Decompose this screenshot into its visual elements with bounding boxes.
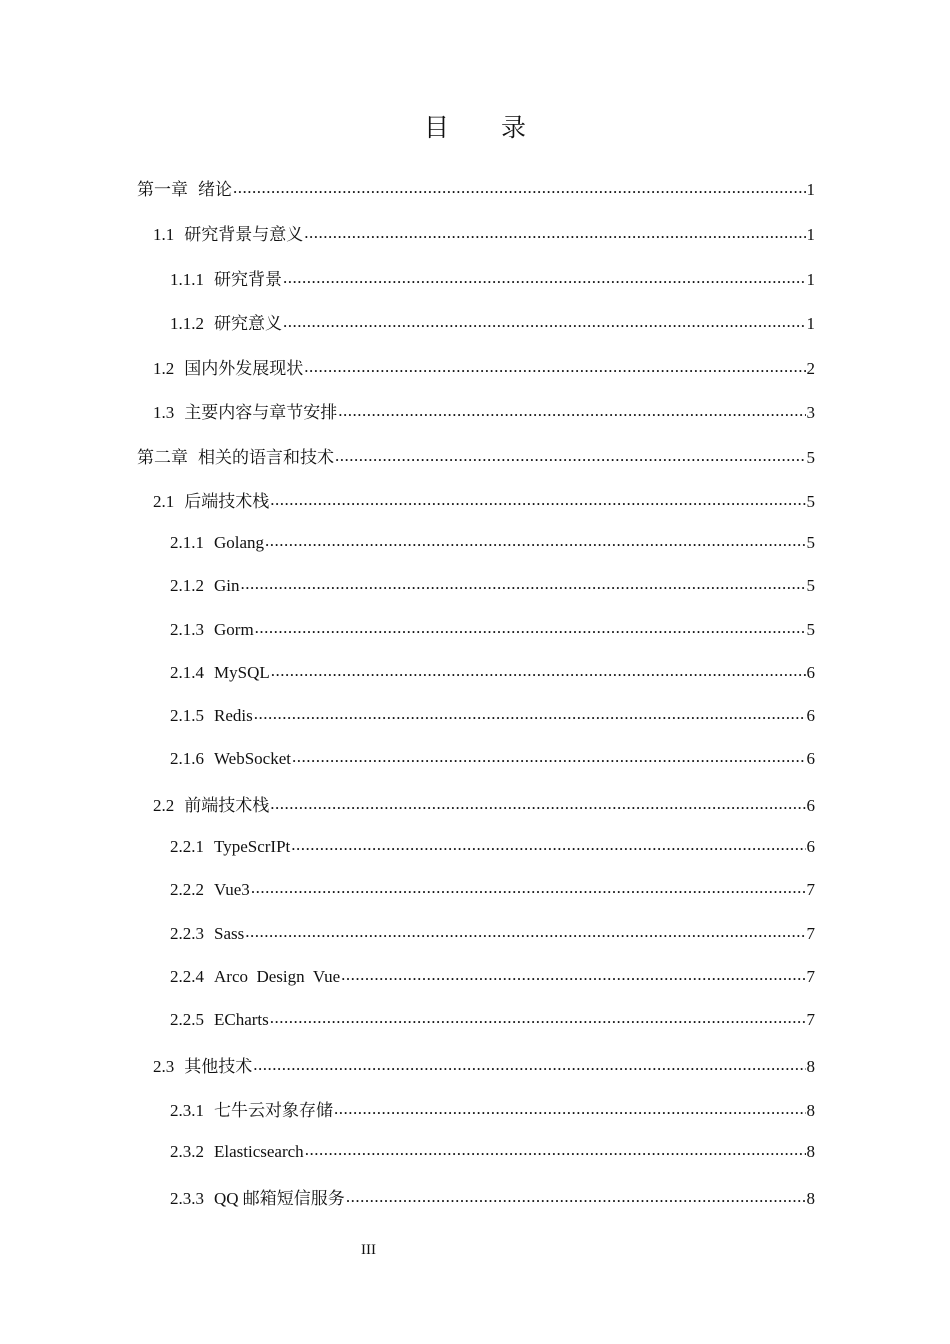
toc-entry-page: 3 [806,403,815,422]
toc-entry[interactable] [137,1096,815,1121]
toc-entry-number: 2.2 [153,796,175,815]
toc-entry-title: Redis [214,706,253,725]
toc-entry[interactable] [137,791,815,816]
toc-entry-number: 1.2 [153,359,175,378]
toc-entry-number: 2.1 [153,492,175,511]
toc-entry-page: 8 [806,1142,815,1161]
toc-leader-dots [254,704,806,721]
toc-entry-page: 8 [806,1057,815,1076]
toc-entry-number: 2.1.2 [170,576,204,595]
toc-entry-title: Golang [214,533,265,552]
toc-entry-number: 2.2.3 [170,924,204,943]
toc-entry[interactable] [137,922,815,944]
toc-leader-dots [304,223,805,240]
toc-entry-title: 研究背景与意义 [184,225,304,244]
toc-leader-dots [334,1099,806,1116]
page-number: III [361,1242,376,1258]
toc-entry-title: 后端技术栈 [184,492,270,511]
toc-leader-dots [270,794,805,811]
toc-entry-page: 5 [806,448,815,467]
toc-entry-number: 2.3.3 [170,1189,204,1208]
toc-entry-page: 1 [806,270,815,289]
toc-entry-title: 相关的语言和技术 [198,448,334,467]
toc-entry-number: 第二章 [137,448,188,467]
toc-entry-number: 1.1.1 [170,270,204,289]
toc-entry-page: 1 [806,314,815,333]
toc-entry-number: 2.2.4 [170,967,204,986]
toc-leader-dots [271,661,806,678]
toc-leader-dots [265,531,805,548]
toc-entry[interactable] [137,443,815,468]
toc-entry-page: 1 [806,225,815,244]
toc-entry-title: TypeScrIPt [214,837,291,856]
toc-entry-title: 国内外发展现状 [184,359,304,378]
toc-entry-page: 6 [806,706,815,725]
toc-entry[interactable] [137,574,815,596]
toc-entry-number: 2.2.5 [170,1010,204,1029]
toc-entry-page: 7 [806,967,815,986]
toc-leader-dots [255,618,806,635]
toc-leader-dots [283,268,806,285]
toc-entry-number: 2.1.6 [170,749,204,768]
toc-entry-title: QQ 邮箱短信服务 [214,1189,345,1208]
toc-entry[interactable] [137,531,815,553]
toc-entry-title: 绪论 [198,180,232,199]
toc-entry-number: 2.1.3 [170,620,204,639]
toc-entry-page: 7 [806,880,815,899]
toc-entry-number: 2.3 [153,1057,175,1076]
toc-entry-number: 2.3.2 [170,1142,204,1161]
toc-leader-dots [251,878,806,895]
toc-leader-dots [253,1055,805,1072]
toc-entry-title: 前端技术栈 [184,796,270,815]
toc-entry-number: 2.1.5 [170,706,204,725]
toc-entry[interactable] [137,1052,815,1077]
toc-entry-title: Sass [214,924,245,943]
toc-leader-dots [233,178,806,195]
toc-entry-title: WebSocket [214,749,291,768]
toc-entry[interactable] [137,309,815,334]
toc-entry[interactable] [137,487,815,512]
toc-entry-title: 七牛云对象存储 [214,1101,333,1120]
toc-entry[interactable] [137,354,815,379]
toc-entry-number: 1.3 [153,403,175,422]
toc-entry-title: 研究意义 [214,314,282,333]
toc-entry-page: 5 [806,576,815,595]
toc-leader-dots [338,401,805,418]
toc-entry-page: 8 [806,1189,815,1208]
toc-entry[interactable] [137,835,815,857]
toc-entry[interactable] [137,747,815,769]
toc-leader-dots [245,922,805,939]
toc-entry-number: 第一章 [137,180,188,199]
toc-entry-page: 6 [806,837,815,856]
toc-entry-page: 5 [806,620,815,639]
toc-entry-number: 2.2.2 [170,880,204,899]
toc-entry-number: 1.1 [153,225,175,244]
toc-entry-title: MySQL [214,663,270,682]
toc-entry-number: 2.2.1 [170,837,204,856]
toc-entry-number: 2.1.4 [170,663,204,682]
toc-entry-title: Arco Design Vue [214,967,341,986]
toc-entry[interactable] [137,265,815,290]
toc-entry-page: 5 [806,533,815,552]
toc-leader-dots [304,357,805,374]
page-title: 目 录 [424,113,548,142]
toc-leader-dots [270,1008,806,1025]
toc-entry-title: Gin [214,576,240,595]
toc-entry-number: 2.3.1 [170,1101,204,1120]
toc-entry[interactable] [137,1140,815,1162]
toc-leader-dots [241,574,806,591]
toc-entry-title: 其他技术 [184,1057,253,1076]
toc-entry-page: 7 [806,924,815,943]
toc-entry[interactable] [137,175,815,200]
toc-entry-page: 2 [806,359,815,378]
toc-entry-title: 研究背景 [214,270,282,289]
toc-entry[interactable] [137,398,815,423]
toc-entry-page: 6 [806,796,815,815]
toc-leader-dots [283,312,806,329]
toc-entry-number: 1.1.2 [170,314,204,333]
toc-leader-dots [335,446,806,463]
toc-entry-page: 8 [806,1101,815,1120]
toc-entry[interactable] [137,704,815,726]
toc-entry-title: ECharts [214,1010,269,1029]
toc-leader-dots [346,1187,806,1204]
toc-entry[interactable] [137,1184,815,1209]
toc-entry-page: 5 [806,492,815,511]
toc-entry[interactable] [137,965,815,987]
toc-entry-page: 6 [806,663,815,682]
toc-entry-page: 6 [806,749,815,768]
toc-leader-dots [270,490,805,507]
toc-entry-title: 主要内容与章节安排 [184,403,338,422]
toc-leader-dots [305,1140,806,1157]
toc-leader-dots [291,835,805,852]
toc-entry-page: 1 [806,180,815,199]
toc-entry-title: Gorm [214,620,254,639]
toc-leader-dots [292,747,806,764]
toc-entry[interactable] [137,618,815,640]
toc-entry[interactable] [137,661,815,683]
toc-entry-title: Elasticsearch [214,1142,304,1161]
toc-entry-title: Vue3 [214,880,250,899]
toc-entry-page: 7 [806,1010,815,1029]
toc-entry[interactable] [137,878,815,900]
toc-entry[interactable] [137,1008,815,1030]
toc-leader-dots [341,965,805,982]
toc-entry-number: 2.1.1 [170,533,204,552]
toc-entry[interactable] [137,220,815,245]
